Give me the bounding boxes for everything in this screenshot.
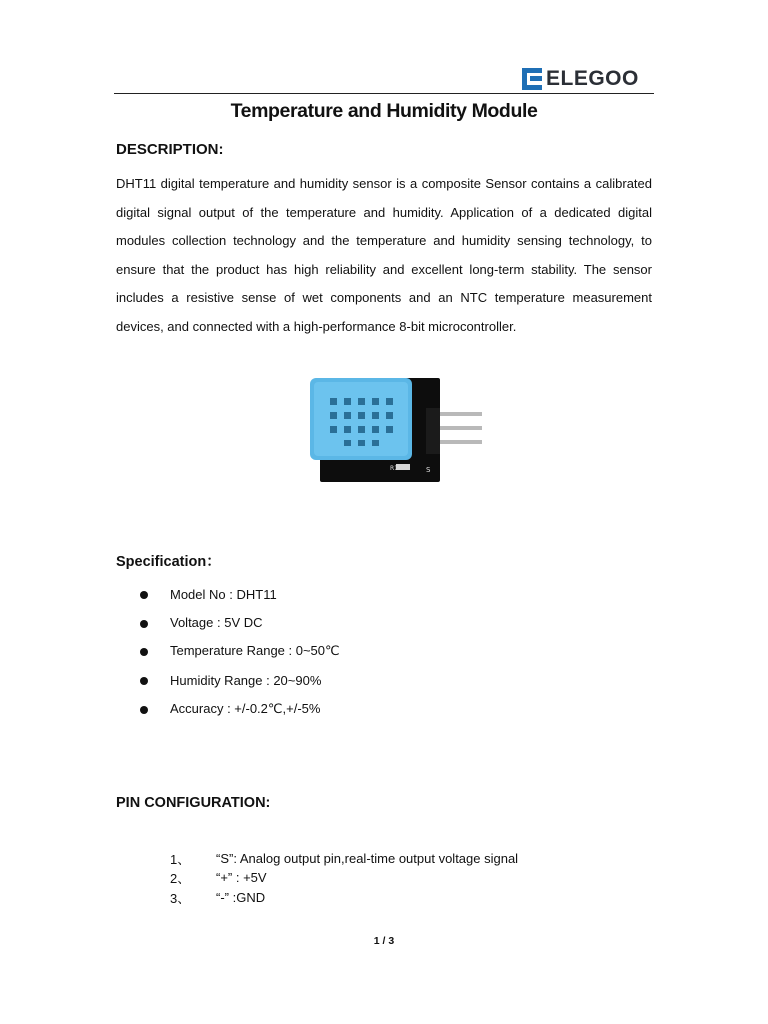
elegoo-logo-text: ELEGOO: [546, 67, 639, 90]
list-item: Temperature Range : 0~50℃: [140, 637, 340, 666]
pin-configuration-heading: PIN CONFIGURATION:: [116, 795, 271, 811]
pin-number: 1、: [170, 852, 191, 868]
list-item: [170, 849, 518, 868]
elegoo-logo: [522, 66, 639, 92]
elegoo-logo-mark-icon: [522, 68, 544, 90]
specification-heading: Specification：: [116, 554, 221, 570]
header-rule: [114, 93, 654, 94]
pin-description: “-” :GND: [216, 889, 266, 905]
pin-configuration-list: [170, 849, 518, 907]
bullet-icon: [140, 591, 148, 599]
specification-list: [140, 580, 340, 723]
list-item: [170, 888, 518, 907]
description-text: DHT11 digital temperature and humidity sensor is a composite Sensor contains a calibrated digital signal output of the temperature and humidity. Application of a dedicated digital modules collection technology and the temperature and humidity sensing technology, to ensure that the product has high reliability and excellent long-term stability. The sensor includes a resistive sense of wet components and an NTC temperature measurement devices, and connected with a high-performance 8-bit microcontroller.: [116, 176, 652, 334]
bullet-icon: [140, 620, 148, 628]
pin-number: 3、: [170, 890, 191, 906]
pin-description: “S”: Analog output pin,real-time output voltage signal: [216, 851, 519, 867]
bullet-icon: [140, 677, 148, 685]
svg-text:R1: R1: [390, 465, 398, 472]
description-heading: DESCRIPTION:: [116, 141, 224, 158]
dht11-module-photo: [300, 372, 500, 488]
bullet-icon: [140, 648, 148, 656]
page-number: 1 / 3: [373, 935, 395, 947]
list-item: Model No : DHT11: [140, 580, 340, 609]
bullet-icon: [140, 706, 148, 714]
list-item: Accuracy : +/-0.2℃,+/-5%: [140, 694, 340, 723]
page-title: Temperature and Humidity Module: [230, 100, 538, 122]
list-item: [170, 868, 518, 887]
board-label-s: S: [426, 466, 431, 474]
list-item: Voltage : 5V DC: [140, 609, 340, 638]
pin-description: “+” : +5V: [216, 870, 267, 886]
pin-number: 2、: [170, 871, 191, 887]
list-item: Humidity Range : 20~90%: [140, 666, 340, 695]
